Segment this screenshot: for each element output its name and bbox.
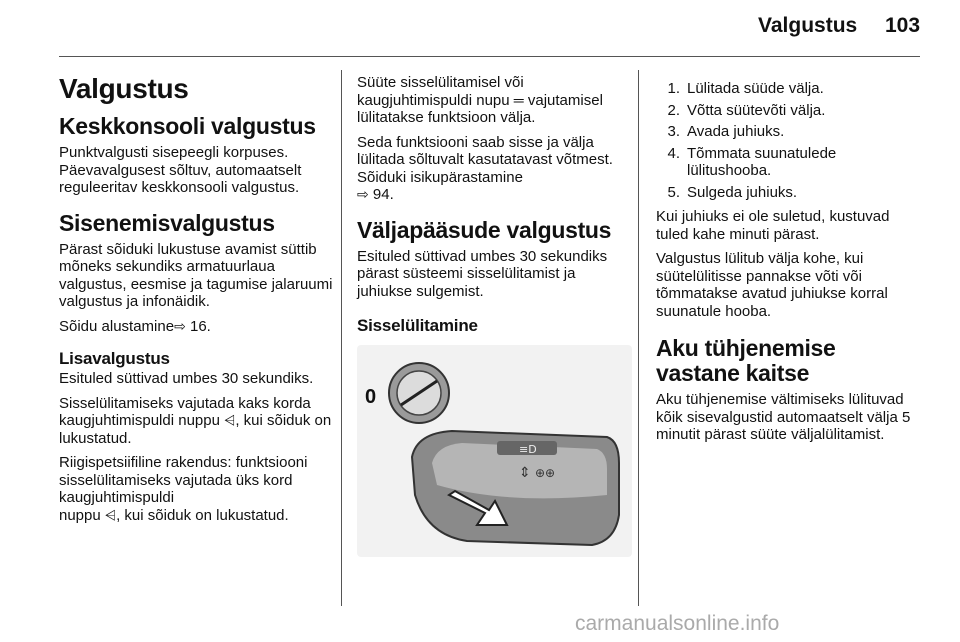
section-heading: Keskkonsooli valgustus (59, 113, 316, 139)
ignition-position-label: 0 (365, 386, 377, 408)
column-left (59, 74, 334, 531)
cross-reference-text: Sõidu alustamine (59, 317, 175, 335)
turn-signal-lever-illustration (357, 345, 632, 557)
lock-button-icon: ═ (513, 91, 524, 108)
cross-reference (59, 318, 334, 336)
page-ref-number: 94. (368, 186, 394, 203)
unlock-button-icon: ⩤ (104, 506, 117, 523)
list-item: 4. Tõmmata suunatulede lülitushooba. (667, 144, 837, 179)
section-heading: Väljapääsude valgustus (357, 216, 612, 243)
section-heading: Sisenemisvalgustus (59, 209, 275, 236)
header-rule (59, 56, 920, 57)
svg-text:≡D: ≡D (519, 443, 537, 456)
chapter-title: Valgustus (59, 73, 189, 104)
paragraph: Aku tühjenemise vältimiseks lülituvad kõik sisevalgustid automaatselt välja 5 minutit pärast süüte väljalülitamist. (656, 391, 911, 443)
page-ref-number: 16. (185, 317, 211, 335)
page-ref-arrow-icon: ⇨ (174, 317, 186, 334)
list-item: 2. Võtta süütevõti välja. (667, 101, 826, 119)
paragraph: Pärast sõiduki lukustuse avamist süttib mõneks sekundiks armatuurlaua valgustus, eesmise ja tagumise jalaruumi valgustus ja infonäidik. (59, 240, 333, 310)
page-ref-arrow-icon: ⇨ (357, 186, 369, 202)
paragraph: Kui juhiuks ei ole suletud, kustuvad tuled kahe minuti pärast. (656, 208, 890, 243)
page-number: 103 (885, 14, 921, 37)
list-item: 1. Lülitada süüde välja. (667, 80, 824, 97)
section-heading: Aku tühjenemise vastane kaitse (656, 335, 836, 386)
paragraph: Süüte sisselülitamisel või kaugjuhtimispuldi nupu ═ vajutamisel lülitatakse funktsioon välja. (357, 74, 603, 126)
paragraph: Riigispetsiifiline rakendus: funktsiooni sisselülitamiseks vajutada üks kord kaugjuhtimispuldi nuppu ⩤, kui sõiduk on lukustatud. (59, 454, 308, 524)
list-item: 3. Avada juhiuks. (667, 123, 785, 140)
paragraph: Punktvalgusti sisepeegli korpuses. Päevavalgusest sõltuv, automaatselt reguleeritav keskkonsooli valgustus. (59, 144, 302, 196)
watermark: carmanualsonline.info (575, 612, 780, 635)
column-right (656, 74, 924, 451)
steps-list (656, 80, 924, 201)
column-divider (638, 70, 639, 606)
svg-text:⇕: ⇕ (519, 465, 531, 481)
unlock-button-icon: ⩤ (224, 412, 236, 428)
svg-text:⊕⊕: ⊕⊕ (535, 466, 556, 480)
paragraph: Esituled süttivad umbes 30 sekundiks. (59, 370, 314, 387)
paragraph: Sisselülitamiseks vajutada kaks korda kaugjuhtimispuldi nuppu ⩤, kui sõiduk on lukustatud. (59, 394, 332, 447)
lever-drawing (357, 345, 632, 557)
list-item: 5. Sulgeda juhiuks. (667, 183, 798, 201)
subsection-heading: Lisavalgustus (59, 349, 170, 368)
column-middle (357, 74, 632, 557)
paragraph: Valgustus lülitub välja kohe, kui süütelülitisse pannakse võti või tõmmatakse avatud juhiukse korral suunatule hooba. (656, 250, 888, 320)
paragraph: Seda funktsiooni saab sisse ja välja lülitada sõltuvalt kasutatavast võtmest. Sõiduki isikupärastamine ⇨ 94. (357, 133, 613, 203)
paragraph: Esituled süttivad umbes 30 sekundiks pärast süsteemi sisselülitamist ja juhiukse sulgemist. (357, 247, 608, 300)
running-header-title: Valgustus (758, 14, 858, 37)
column-divider (341, 70, 342, 606)
subsection-heading: Sisselülitamine (357, 316, 478, 335)
